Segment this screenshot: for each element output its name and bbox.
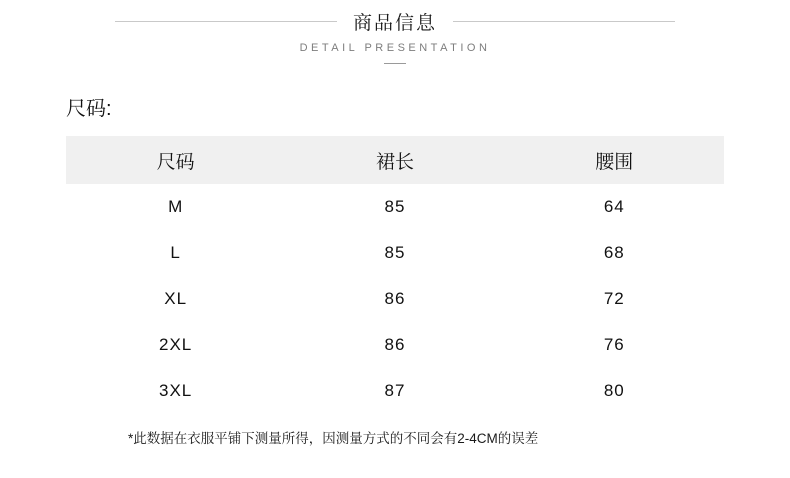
header-rule-right	[453, 21, 675, 22]
size-table-wrapper	[66, 136, 724, 414]
table-row	[66, 184, 724, 230]
cell-size: 2XL	[159, 335, 193, 354]
table-header-row	[66, 136, 724, 184]
table-row	[66, 230, 724, 276]
page-header	[0, 8, 790, 64]
header-rule-left	[115, 21, 337, 22]
measurement-note: *此数据在衣服平铺下测量所得，因测量方式的不同会有2-4CM的误差	[128, 431, 539, 446]
cell-size: M	[168, 197, 184, 216]
page-title: 商品信息	[352, 13, 437, 34]
table-header-cell-skirt-length: 裙长	[375, 151, 414, 173]
page-subtitle: DETAIL PRESENTATION	[299, 42, 491, 54]
header-title-row	[0, 8, 790, 35]
table-row	[66, 322, 724, 368]
cell-skirt-length: 87	[384, 381, 406, 400]
size-section-label: 尺码:	[66, 98, 112, 120]
size-table-body	[66, 184, 724, 414]
size-table	[66, 136, 724, 414]
size-table-head	[66, 136, 724, 184]
table-row	[66, 368, 724, 414]
cell-waist: 68	[603, 243, 625, 262]
cell-size: L	[170, 243, 181, 262]
table-row	[66, 276, 724, 322]
cell-size: 3XL	[159, 381, 193, 400]
cell-size: XL	[164, 289, 188, 308]
cell-skirt-length: 85	[384, 243, 406, 262]
cell-skirt-length: 85	[384, 197, 406, 216]
table-header-cell-waist: 腰围	[595, 151, 634, 173]
cell-waist: 76	[603, 335, 625, 354]
cell-waist: 80	[603, 381, 625, 400]
cell-waist: 64	[603, 197, 625, 216]
cell-skirt-length: 86	[384, 335, 406, 354]
cell-waist: 72	[603, 289, 625, 308]
table-header-cell-size: 尺码	[156, 151, 195, 173]
cell-skirt-length: 86	[384, 289, 406, 308]
header-divider-dash	[384, 63, 406, 64]
